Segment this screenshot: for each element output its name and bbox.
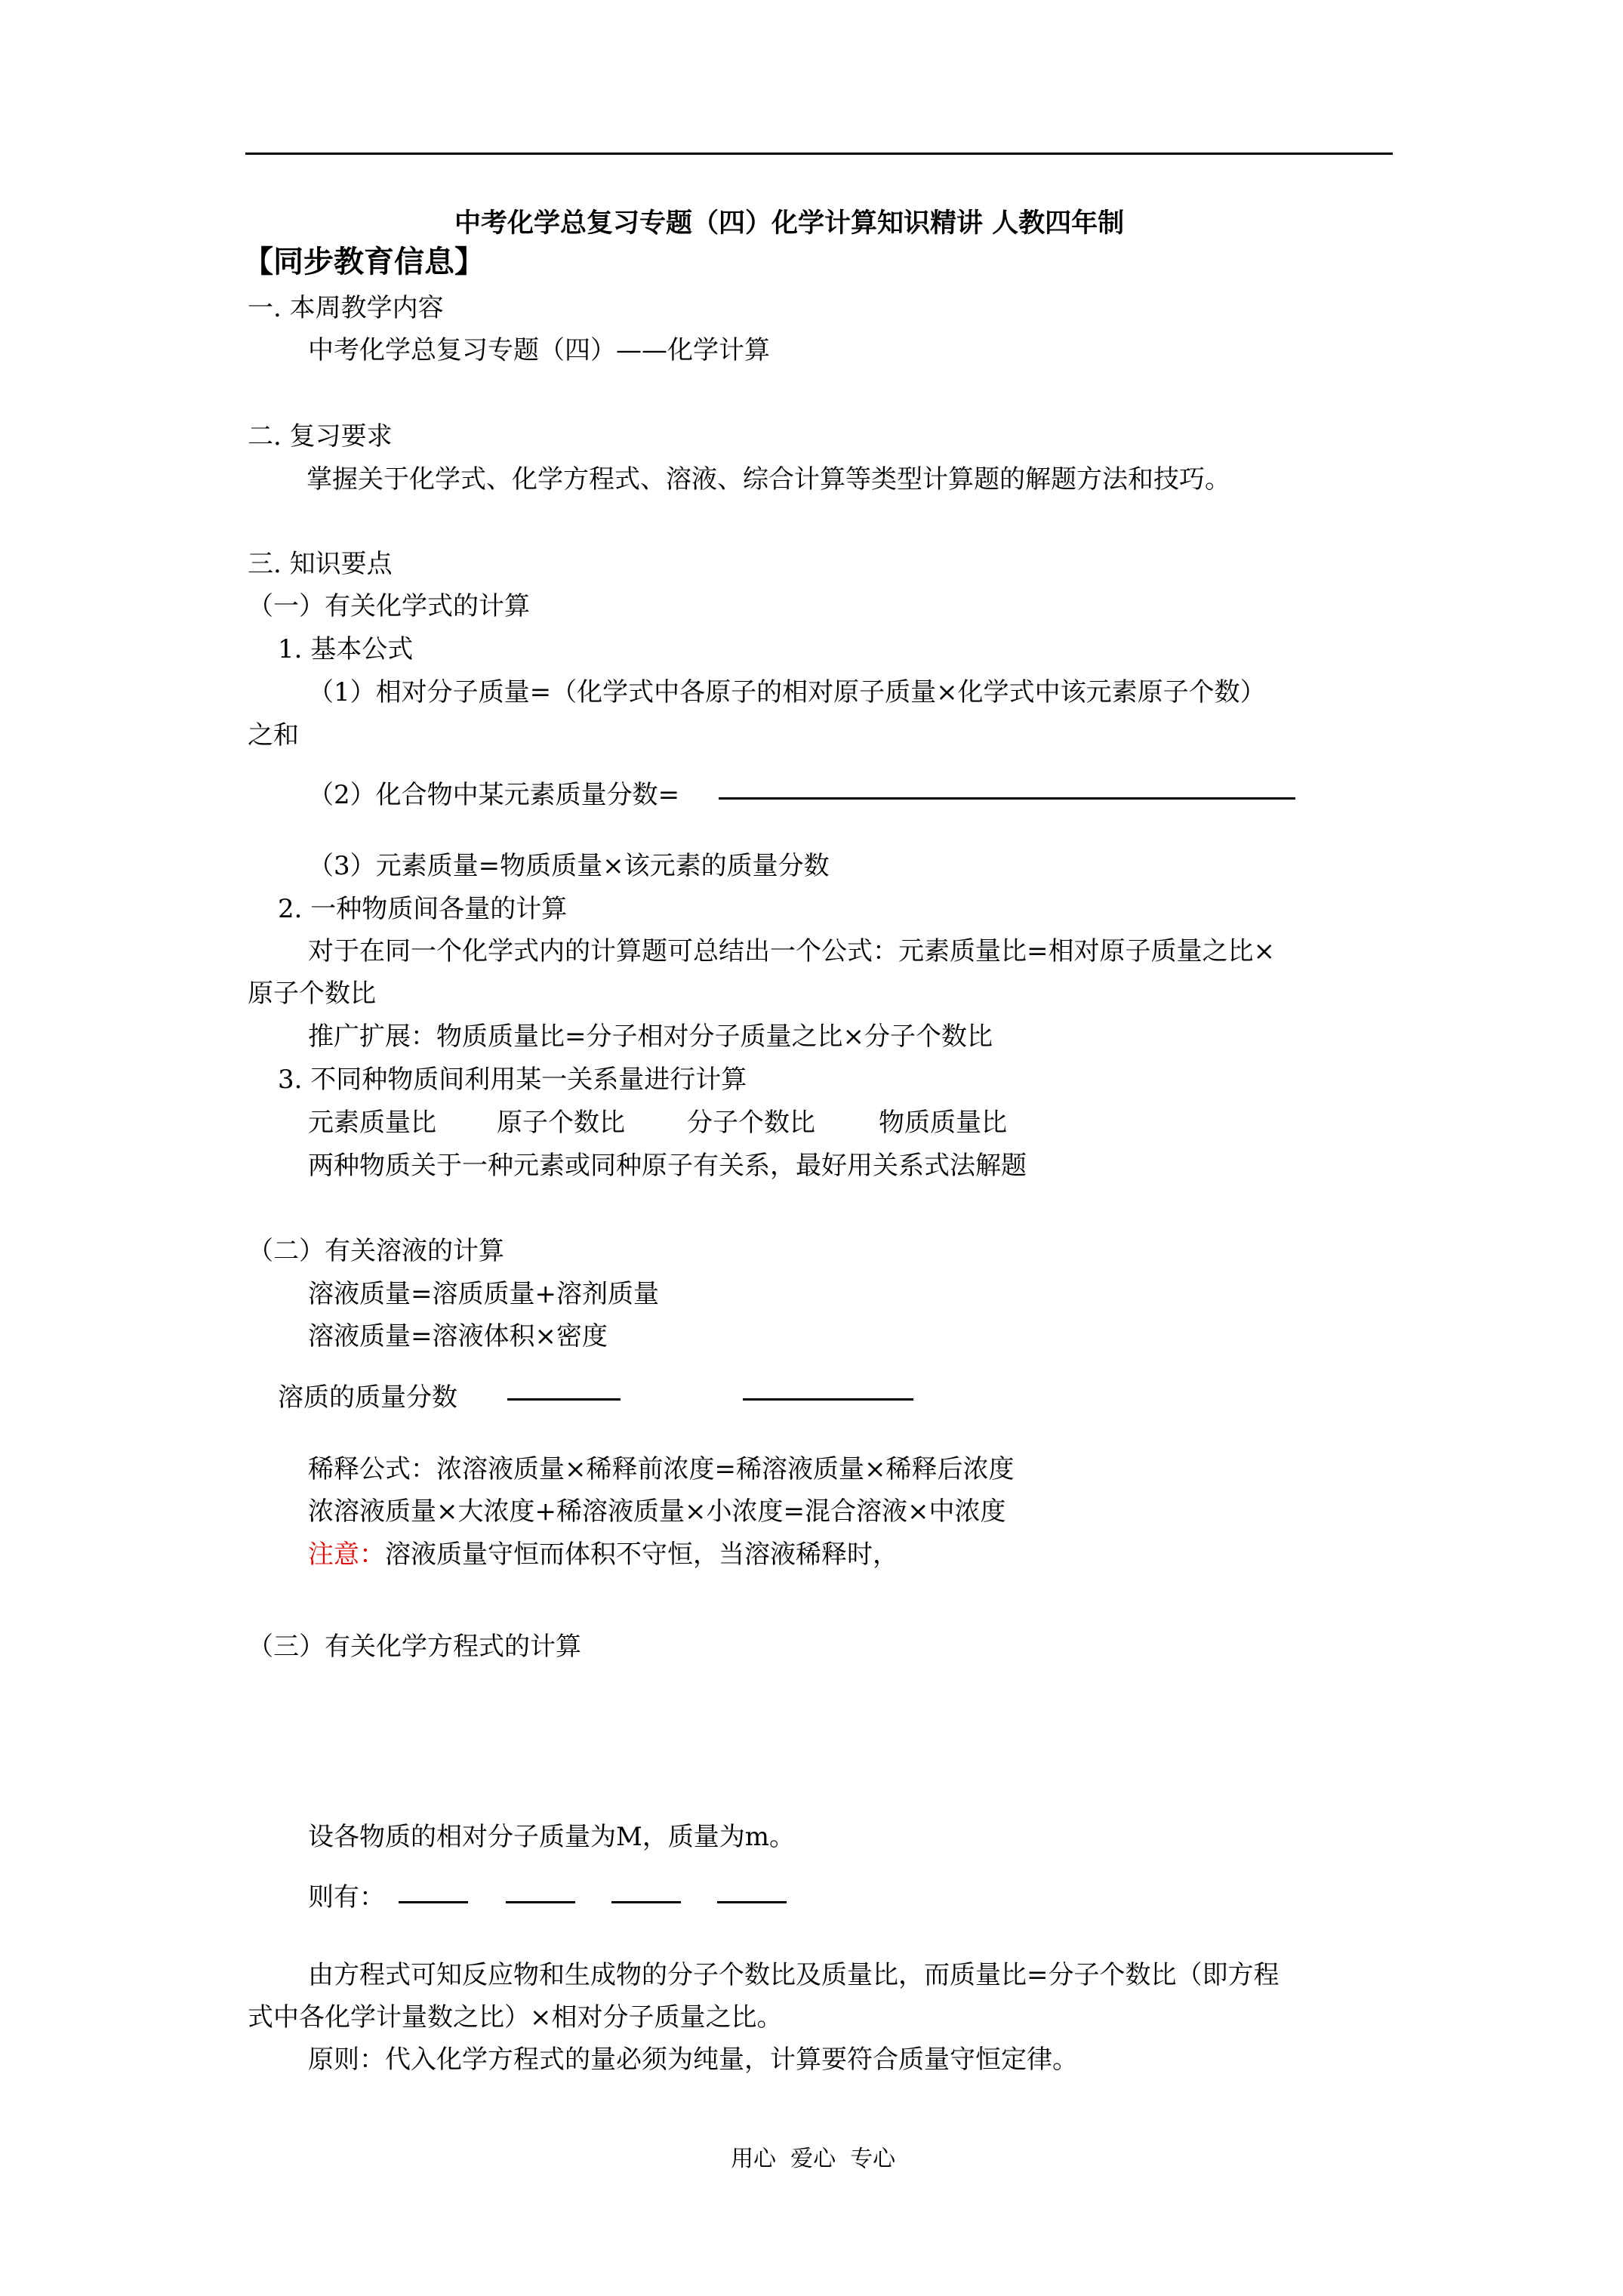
dilution-line2: 浓溶液质量×大浓度+稀溶液质量×小浓度=混合溶液×中浓度: [308, 1496, 1006, 1527]
sub3-heading: （三）有关化学方程式的计算: [248, 1632, 581, 1662]
f2-fraction-line: [719, 797, 1295, 800]
f1-line2: 之和: [248, 720, 299, 750]
then-line-2: [506, 1901, 575, 1903]
s3-heading: 三. 知识要点: [248, 549, 393, 579]
p2-line1: 对于在同一个化学式内的计算题可总结出一个公式：元素质量比=相对原子质量之比×: [308, 936, 1275, 966]
p2-line2: 原子个数比: [248, 978, 376, 1009]
f1-line1: （1）相对分子质量=（化学式中各原子的相对原子质量×化学式中该元素原子个数）: [308, 677, 1266, 707]
p3-term-1: 元素质量比: [308, 1108, 436, 1138]
then-line-1: [399, 1901, 468, 1903]
then-line-4: [717, 1901, 787, 1903]
sub3-principle: 原则：代入化学方程式的量必须为纯量，计算要符合质量守恒定律。: [308, 2045, 1078, 2075]
note-label: 注意：: [308, 1539, 385, 1570]
p2-extension: 推广扩展：物质质量比=分子相对分子质量之比×分子个数比: [308, 1022, 993, 1052]
f2-text: （2）化合物中某元素质量分数=: [308, 780, 680, 810]
sub2-heading: （二）有关溶液的计算: [248, 1236, 504, 1266]
sub3-para-line1: 由方程式可知反应物和生成物的分子个数比及质量比，而质量比=分子个数比（即方程: [308, 1960, 1280, 1990]
sub3-assume: 设各物质的相对分子质量为M，质量为m。: [308, 1822, 796, 1852]
sub1-heading: （一）有关化学式的计算: [248, 591, 530, 621]
sub2-f2: 溶液质量=溶液体积×密度: [308, 1321, 608, 1351]
dilution-line1: 稀释公式：浓溶液质量×稀释前浓度=稀溶液质量×稀释后浓度: [308, 1454, 1015, 1484]
s2-content: 掌握关于化学式、化学方程式、溶液、综合计算等类型计算题的解题方法和技巧。: [306, 464, 1230, 495]
mass-fraction-line-1: [507, 1398, 621, 1401]
s1-content: 中考化学总复习专题（四）——化学计算: [308, 335, 770, 365]
p3-note: 两种物质关于一种元素或同种原子有关系，最好用关系式法解题: [308, 1151, 1027, 1181]
f3-text: （3）元素质量=物质质量×该元素的质量分数: [308, 851, 830, 881]
note-line: [308, 1540, 898, 1570]
p3-heading: 3. 不同种物质间利用某一关系量进行计算: [278, 1065, 747, 1095]
page-title: 中考化学总复习专题（四）化学计算知识精讲 人教四年制: [454, 208, 1125, 239]
note-text: 溶液质量守恒而体积不守恒，当溶液稀释时，: [385, 1539, 898, 1570]
mass-fraction-line-2: [743, 1398, 913, 1401]
then-label: 则有：: [308, 1882, 385, 1912]
p1-heading: 1. 基本公式: [278, 634, 414, 664]
p2-heading: 2. 一种物质间各量的计算: [278, 894, 568, 924]
then-line-3: [611, 1901, 681, 1903]
header-rule: [245, 153, 1393, 155]
p3-term-3: 分子个数比: [687, 1108, 815, 1138]
s2-heading: 二. 复习要求: [248, 421, 393, 451]
page-footer: 用心 爱心 专心: [731, 2146, 896, 2172]
mass-fraction-label: 溶质的质量分数: [278, 1382, 457, 1413]
p3-term-2: 原子个数比: [497, 1108, 625, 1138]
sub3-para-line2: 式中各化学计量数之比）×相对分子质量之比。: [248, 2002, 783, 2032]
p3-term-4: 物质质量比: [879, 1108, 1007, 1138]
section-heading: 【同步教育信息】: [243, 244, 485, 279]
s1-heading: 一. 本周教学内容: [248, 293, 444, 323]
sub2-f1: 溶液质量=溶质质量+溶剂质量: [308, 1279, 659, 1309]
